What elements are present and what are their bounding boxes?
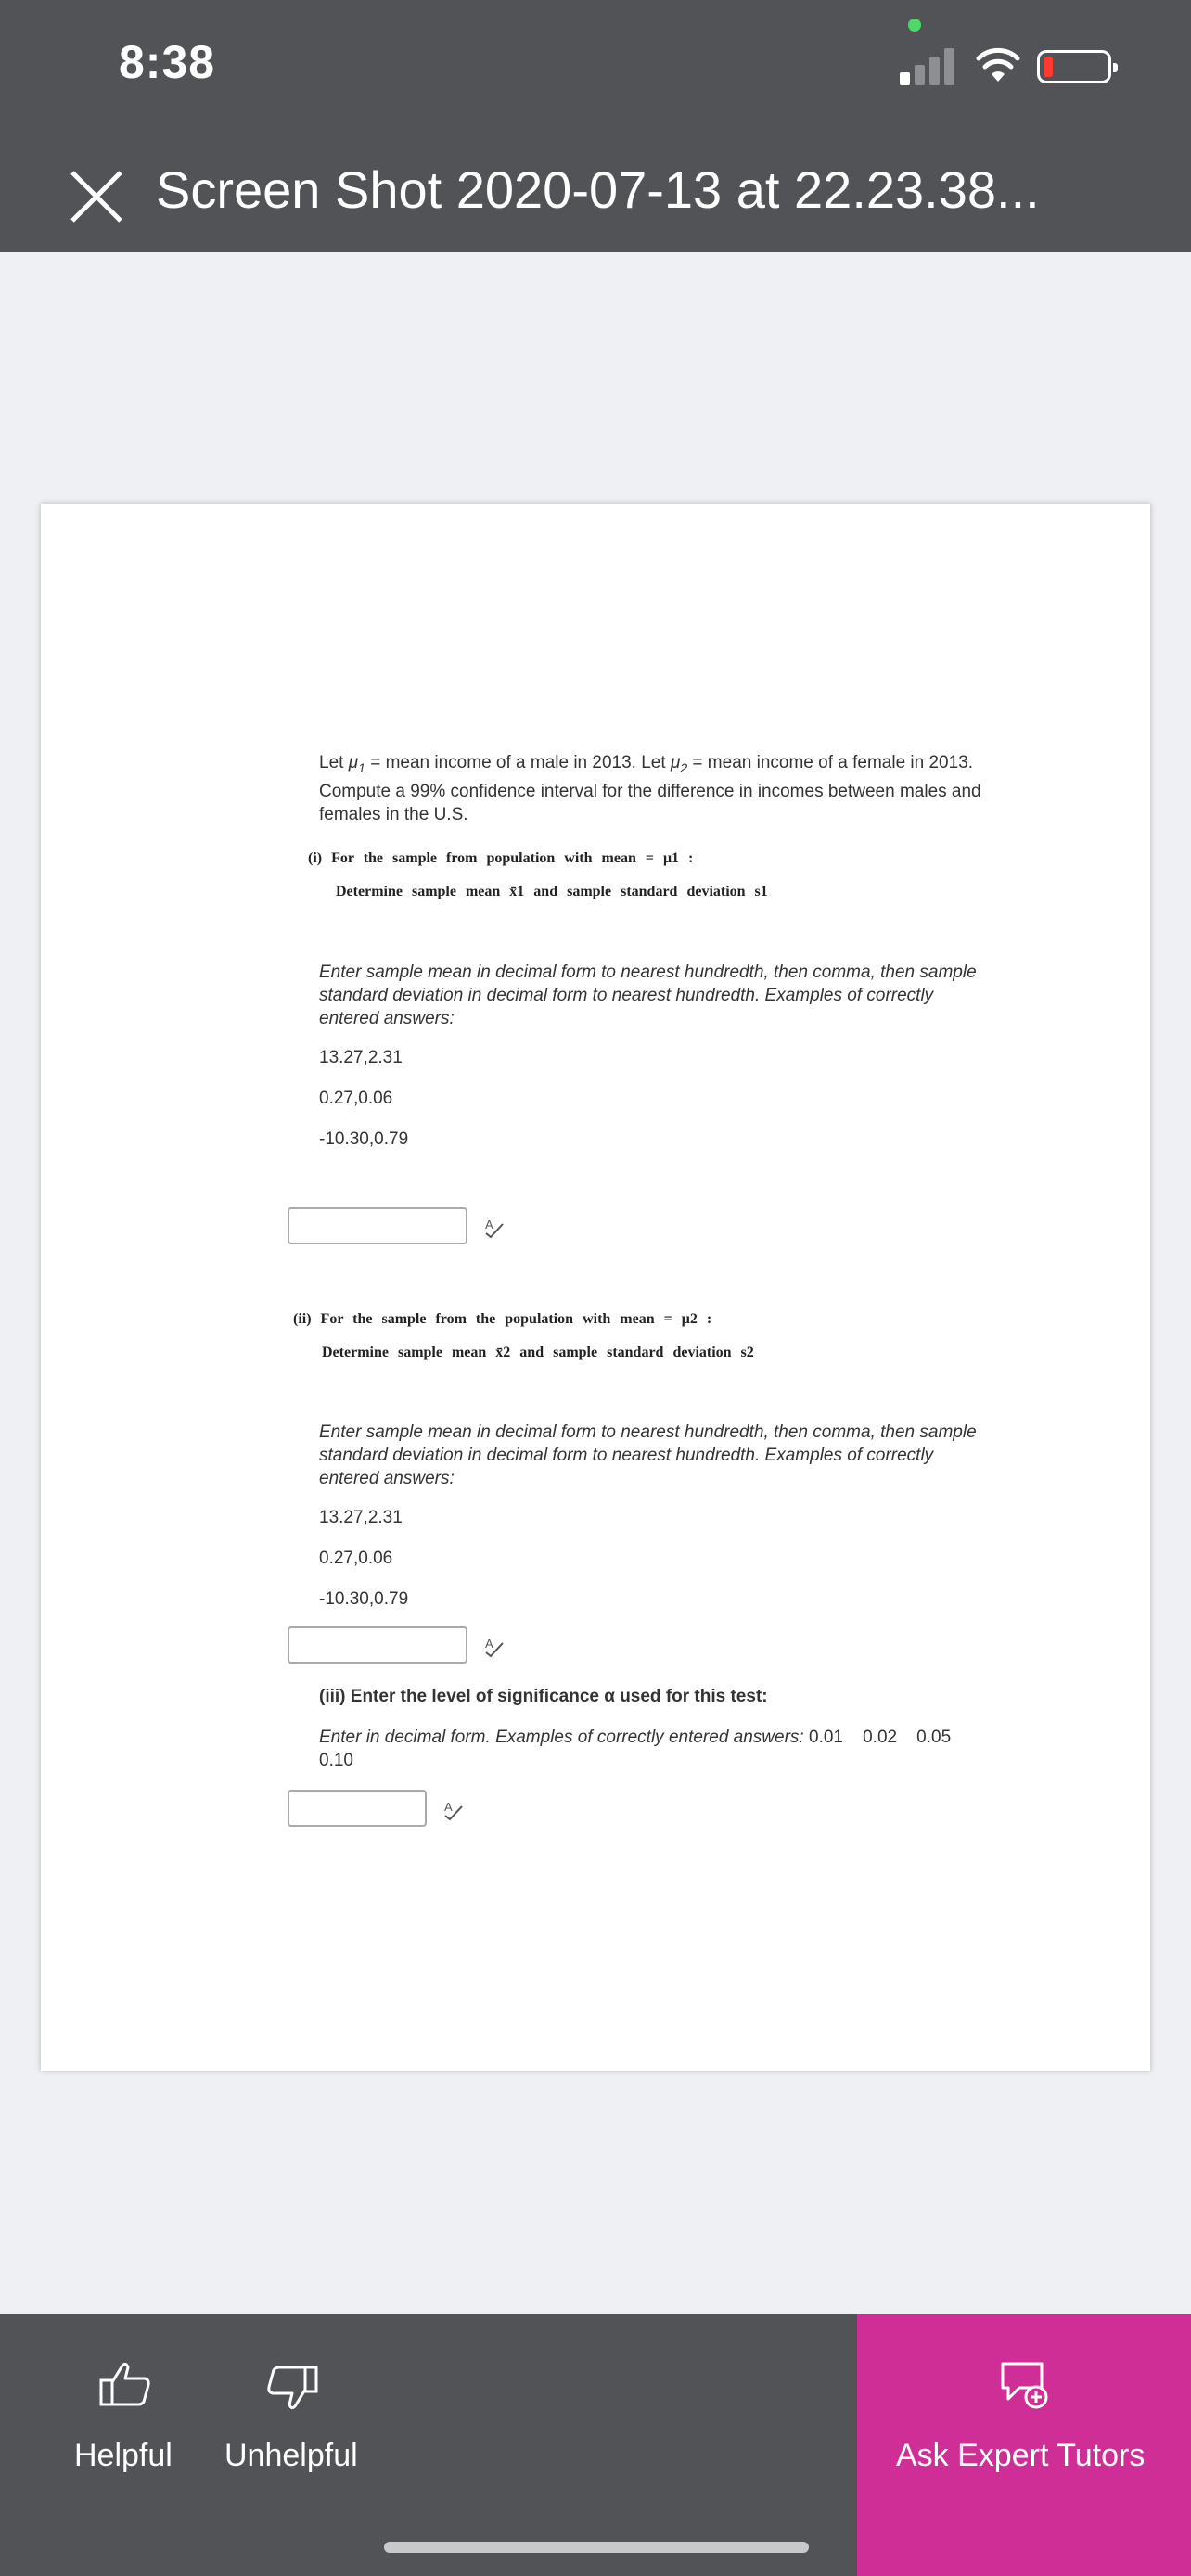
- spellcheck-icon: [442, 1798, 466, 1822]
- spellcheck-icon: [482, 1635, 506, 1659]
- part2-example-3: -10.30,0.79: [319, 1589, 409, 1609]
- part2-example-1: 13.27,2.31: [319, 1508, 403, 1527]
- part3-answer-input[interactable]: [288, 1790, 427, 1827]
- part1-heading: (i) For the sample from population with mean = μ1 :: [308, 850, 694, 866]
- thumbs-down-icon: [265, 2364, 319, 2412]
- thumbs-up-icon: [98, 2360, 152, 2408]
- spellcheck-icon: [482, 1216, 506, 1240]
- chat-plus-icon: [999, 2360, 1051, 2412]
- part3-heading: (iii) Enter the level of significance α used for this test:: [319, 1687, 768, 1706]
- ask-expert-tutors-button[interactable]: [857, 2314, 1191, 2576]
- wifi-icon: [976, 46, 1020, 83]
- problem-intro: Let $\mu_1$ = mean income of a male in 2013. Let $\mu_2$ = mean income of a female in 2013. Compute a 99% confidence interval for the difference in incomes between males and females in the U.S.: [319, 753, 981, 824]
- document-page: [41, 504, 1150, 2071]
- part1-answer-input[interactable]: [288, 1207, 467, 1244]
- svg-text:A: A: [444, 1800, 453, 1814]
- unhelpful-button[interactable]: [219, 2351, 377, 2527]
- part1-instructions: Enter sample mean in decimal form to nearest hundredth, then comma, then sample standard deviation in decimal form to nearest hundredth. Examples of correctly entered answers:: [319, 963, 977, 1028]
- close-icon[interactable]: [69, 169, 124, 224]
- file-title: Screen Shot 2020-07-13 at 22.23.38...: [156, 160, 1040, 219]
- cellular-signal-icon: [900, 46, 955, 85]
- svg-text:A: A: [485, 1218, 493, 1231]
- part2-heading: (ii) For the sample from the population with mean = μ2 :: [293, 1311, 712, 1327]
- ask-expert-tutors-label: Ask Expert Tutors: [896, 2438, 1146, 2473]
- part2-example-2: 0.27,0.06: [319, 1549, 393, 1568]
- battery-icon: [1037, 50, 1111, 83]
- part2-subheading: Determine sample mean x̄2 and sample standard deviation s2: [322, 1345, 754, 1360]
- status-time: 8:38: [119, 36, 216, 88]
- unhelpful-label: Unhelpful: [224, 2438, 358, 2473]
- part1-example-3: -10.30,0.79: [319, 1129, 409, 1149]
- helpful-label: Helpful: [74, 2438, 173, 2473]
- part1-example-2: 0.27,0.06: [319, 1089, 393, 1108]
- svg-text:A: A: [485, 1637, 493, 1651]
- top-bar: [0, 0, 1191, 252]
- home-indicator[interactable]: [384, 2542, 809, 2553]
- part2-answer-input[interactable]: [288, 1626, 467, 1664]
- part3-instructions: Enter in decimal form. Examples of correctly entered answers: 0.01 0.02 0.05 0.10: [319, 1728, 971, 1770]
- part1-example-1: 13.27,2.31: [319, 1048, 403, 1067]
- part2-instructions: Enter sample mean in decimal form to nearest hundredth, then comma, then sample standard deviation in decimal form to nearest hundredth. Examples of correctly entered answers:: [319, 1422, 977, 1488]
- part1-subheading: Determine sample mean x̄1 and sample standard deviation s1: [336, 884, 768, 899]
- helpful-button[interactable]: [56, 2351, 195, 2527]
- feedback-bar: [0, 2314, 857, 2576]
- privacy-indicator-dot: [908, 19, 921, 32]
